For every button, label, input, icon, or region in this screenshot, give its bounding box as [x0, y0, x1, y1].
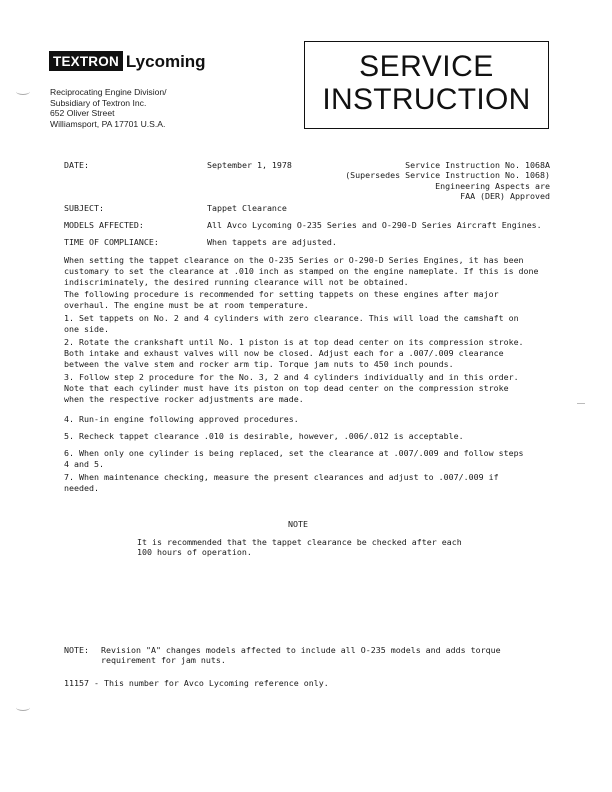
service-instruction-title-box: [304, 41, 549, 129]
title-line-2: INSTRUCTION: [322, 83, 531, 116]
text-line: Note that each cylinder must have its piston on top dead center on the compression stroke: [64, 382, 509, 393]
text-line: one side.: [64, 323, 109, 334]
binder-hole-mark: [16, 704, 30, 711]
text-line: 1. Set tappets on No. 2 and 4 cylinders with zero clearance. This will load the camshaft on: [64, 313, 519, 323]
note-heading: NOTE: [288, 519, 308, 529]
company-line: Williamsport, PA 17701 U.S.A.: [50, 118, 166, 129]
logo-name: Lycoming: [125, 51, 206, 71]
company-line: 652 Oliver Street: [50, 108, 115, 119]
text-line: 5. Recheck tappet clearance .010 is desirable, however, .006/.012 is acceptable.: [64, 431, 464, 441]
text-line: 3. Follow step 2 procedure for the No. 3, 2 and 4 cylinders individually and in this order.: [64, 372, 519, 382]
company-line: Reciprocating Engine Division/: [50, 87, 167, 97]
note-line: It is recommended that the tappet clearance be checked after each: [137, 537, 462, 547]
reference-line: Engineering Aspects are: [435, 180, 550, 191]
text-line: indiscriminately, the desired running clearance will not be obtained.: [64, 276, 409, 287]
step-5: [64, 431, 554, 442]
reference-number-line: 11157 - This number for Avco Lycoming reference only.: [64, 678, 329, 688]
textron-lycoming-logo: [49, 50, 206, 72]
text-line: Both intake and exhaust valves will now be closed. Adjust each for a .007/.009 clearance: [64, 347, 504, 358]
revision-note-line: requirement for jam nuts.: [101, 655, 226, 665]
text-line: 4. Run-in engine following approved procedures.: [64, 414, 299, 424]
revision-note-label: NOTE:: [64, 645, 89, 655]
text-line: The following procedure is recommended for setting tappets on these engines after major: [64, 289, 499, 299]
title-line-1: SERVICE: [359, 50, 494, 83]
models-label: MODELS AFFECTED:: [64, 220, 144, 230]
reference-line: (Supersedes Service Instruction No. 1068): [345, 170, 550, 181]
reference-block: [345, 160, 550, 202]
company-address: [50, 87, 167, 129]
logo-brand: TEXTRON: [49, 51, 123, 71]
date-value: September 1, 1978: [207, 160, 292, 170]
text-line: 4 and 5.: [64, 458, 104, 469]
text-line: overhaul. The engine must be at room temperature.: [64, 299, 309, 310]
intro-paragraph-1: [64, 255, 554, 287]
models-value: All Avco Lycoming O-235 Series and O-290-D Series Aircraft Engines.: [207, 220, 542, 230]
text-line: 2. Rotate the crankshaft until No. 1 piston is at top dead center on its compression stroke.: [64, 337, 524, 347]
text-line: When setting the tappet clearance on the O-235 Series or O-290-D Series Engines, it has been: [64, 255, 524, 265]
reference-line: Service Instruction No. 1068A: [405, 160, 550, 170]
reference-line: FAA (DER) Approved: [460, 191, 550, 202]
subject-value: Tappet Clearance: [207, 203, 287, 213]
company-line: Subsidiary of Textron Inc.: [50, 97, 147, 108]
step-4: [64, 414, 554, 425]
text-line: customary to set the clearance at .010 inch as stamped on the engine nameplate. If this is done: [64, 265, 539, 276]
text-line: needed.: [64, 482, 99, 493]
compliance-value: When tappets are adjusted.: [207, 237, 337, 247]
text-line: when the respective rocker adjustments are made.: [64, 393, 304, 404]
text-line: 7. When maintenance checking, measure the present clearances and adjust to .007/.009 if: [64, 472, 499, 482]
step-2: [64, 337, 554, 369]
revision-note-line: Revision "A" changes models affected to include all O-235 models and adds torque: [101, 645, 501, 655]
step-3: [64, 372, 554, 404]
note-line: 100 hours of operation.: [137, 547, 252, 557]
binder-hole-mark: [16, 88, 30, 95]
intro-paragraph-2: [64, 289, 554, 311]
text-line: between the valve stem and rocker arm tip. Torque jam nuts to 450 inch pounds.: [64, 358, 454, 369]
date-label: DATE:: [64, 160, 89, 170]
subject-label: SUBJECT:: [64, 203, 104, 213]
step-1: [64, 313, 554, 335]
margin-tick: [577, 403, 585, 404]
compliance-label: TIME OF COMPLIANCE:: [64, 237, 159, 247]
step-6: [64, 448, 554, 470]
step-7: [64, 472, 554, 494]
text-line: 6. When only one cylinder is being replaced, set the clearance at .007/.009 and follow steps: [64, 448, 524, 458]
